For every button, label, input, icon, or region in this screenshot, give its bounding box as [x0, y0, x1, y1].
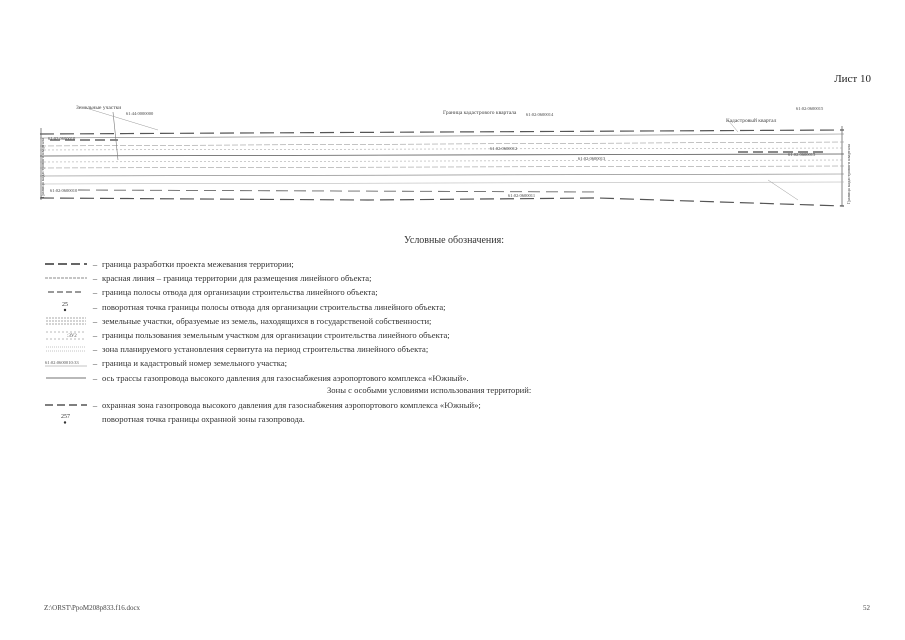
legend-item [44, 412, 664, 426]
label-center-parcel: 61:02:0600012 [490, 146, 518, 151]
legend-dash: – [92, 273, 98, 284]
legend-dash: – [92, 344, 98, 355]
red-line-3 [40, 166, 844, 168]
legend-text: поворотная точка границы полосы отвода для организации строительства линейного объекта; [102, 301, 446, 312]
parcel-line-5 [40, 182, 844, 184]
label-center-right: 61:02:0600013 [578, 156, 606, 161]
footer-file-path: Z:\ORST\PpoM208p833.f16.docx [44, 604, 141, 612]
band-boundary-symbol [44, 286, 88, 298]
red-line-1 [40, 134, 844, 138]
project-boundary-symbol [44, 258, 88, 270]
legend-text: земельные участки, образуемые из земель, находящихся в государственой собственности; [102, 315, 432, 326]
legend-text: граница и кадастровый номер земельного участка; [102, 358, 288, 369]
legend-text: поворотная точка границы охранной зоны газопровода. [102, 413, 305, 424]
project-boundary-top [40, 130, 844, 134]
legend-item [44, 356, 664, 370]
legend-item [44, 328, 664, 342]
legend-item [44, 300, 664, 314]
legend-item [44, 257, 664, 271]
pipeline-axis-symbol [44, 372, 88, 384]
legend-item [44, 314, 664, 328]
label-left-lower: 61:02:0600010 [50, 188, 78, 193]
label-top-right-block: Кадастровый квартал [726, 118, 777, 124]
protection-zone-symbol [44, 399, 88, 411]
legend-dash: – [92, 358, 98, 369]
legend-dash: – [92, 315, 98, 326]
red-line-4 [40, 174, 844, 176]
label-right-parcel: 61:02:0600015 [788, 152, 816, 157]
label-right-vertical: Граница кадастрового квартала [846, 143, 851, 204]
red-line-symbol [44, 272, 88, 284]
legend-dash: – [92, 301, 98, 312]
legend-item [44, 371, 664, 385]
label-top-center: Граница кадастрового квартала [443, 110, 517, 116]
legend-text: ось трассы газопровода высокого давления для газоснабжения аэропортового комплекса «Южный». [102, 372, 469, 383]
legend-text: граница полосы отвода для организации строительства линейного объекта; [102, 287, 378, 298]
label-top-small-1: 61:44:0000000 [126, 111, 154, 116]
zone-turning-point-symbol [44, 413, 88, 425]
legend-item [44, 398, 664, 412]
red-line-2 [40, 142, 844, 146]
label-left-vertical: Граница кадастрового квартала [40, 137, 45, 198]
svg-text:61:02:0600010:33: 61:02:0600010:33 [45, 360, 79, 366]
legend-text: зона планируемого установления сервитута на период строительства линейного объекта; [102, 344, 429, 355]
parcel-diagonal-1 [113, 112, 118, 160]
svg-text:257: 257 [61, 413, 70, 420]
svg-text:25: 25 [62, 301, 68, 308]
label-top-left-block: Земельные участки [76, 105, 122, 111]
label-top-small-2: 61:02:0600014 [526, 112, 554, 117]
servitude-zone-symbol [44, 343, 88, 355]
protection-zone-line [78, 190, 598, 192]
gas-pipeline-axis [40, 154, 844, 156]
legend-dash: – [92, 287, 98, 298]
legend-dash: – [92, 399, 98, 410]
map-drawing [38, 100, 851, 212]
legend-text: граница разработки проекта межевания территории; [102, 259, 294, 270]
legend-dash: – [92, 372, 98, 383]
sheet-label: Лист 10 [834, 73, 871, 85]
legend-item [44, 342, 664, 356]
svg-text::ЗУ2: :ЗУ2 [67, 334, 77, 340]
parcel-diagonal-4 [768, 180, 798, 200]
legend-text: границы пользования земельным участком для организации строительства линейного объекта; [102, 330, 450, 341]
legend-text: красная линия – граница территории для размещения линейного объекта; [102, 273, 372, 284]
footer-page-number: 52 [863, 604, 870, 612]
legend-item [44, 285, 664, 299]
legend-dash: – [92, 259, 98, 270]
zones-heading: Зоны с особыми условиями использования территорий: [327, 384, 532, 395]
project-boundary-bottom [40, 198, 844, 206]
cadastral-parcel-symbol [44, 357, 88, 369]
legend-text: охранная зона газопровода высокого давления для газоснабжения аэропортового комплекса «Южный»; [102, 399, 481, 410]
legend-title: Условные обозначения: [404, 235, 505, 246]
legend-item [44, 271, 664, 285]
state-parcels-symbol [44, 315, 88, 327]
map-svg [38, 100, 851, 212]
legend-dash: – [92, 330, 98, 341]
servitude-zone-2 [40, 160, 844, 162]
label-right-top: 61:02:0600015 [796, 106, 824, 111]
turning-point-symbol [44, 301, 88, 313]
label-bottom-center: 61:02:0600011 [508, 193, 536, 198]
servitude-zone-1 [40, 148, 844, 150]
label-left-parcel: 61:02:0600010 [48, 136, 76, 141]
legend [44, 257, 664, 426]
parcel-usage-symbol [44, 329, 88, 341]
